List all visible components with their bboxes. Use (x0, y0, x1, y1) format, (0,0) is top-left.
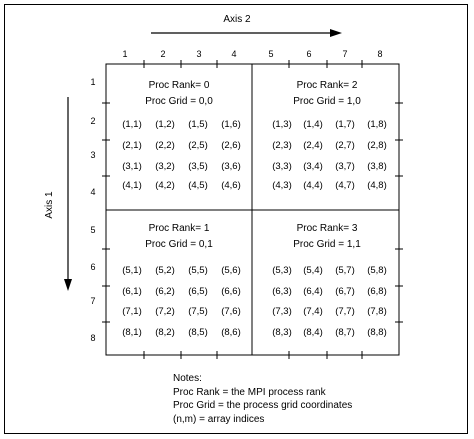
row-tick-label: 3 (90, 150, 96, 160)
row-tick-label: 1 (90, 77, 96, 87)
notes-block (173, 372, 352, 426)
notes-line-proc-rank: Proc Rank = the MPI process rank (173, 386, 326, 398)
array-index-cell: (3,3) (272, 161, 292, 172)
array-index-cell: (3,4) (303, 161, 323, 172)
array-index-cell: (4,7) (335, 180, 355, 191)
array-index-cell: (5,7) (335, 265, 355, 276)
array-index-cell: (3,6) (221, 161, 241, 172)
array-index-cell: (4,5) (188, 180, 208, 191)
row-tick-label: 8 (90, 333, 96, 343)
array-index-cell: (2,5) (188, 140, 208, 151)
array-index-cell: (6,6) (221, 286, 241, 297)
array-index-cell: (8,5) (188, 327, 208, 338)
array-index-cell: (6,2) (155, 286, 175, 297)
quadrant-rank-1-grid-label: Proc Grid = 0,1 (145, 239, 213, 250)
array-index-cell: (5,1) (122, 265, 142, 276)
notes-title: Notes: (173, 373, 202, 384)
row-tick-label: 7 (90, 296, 96, 306)
array-index-cell: (3,1) (122, 161, 142, 172)
column-tick-label: 8 (377, 49, 383, 59)
array-index-cell: (5,3) (272, 265, 292, 276)
array-index-cell: (2,6) (221, 140, 241, 151)
array-index-cell: (1,3) (272, 119, 292, 130)
axis2-label: Axis 2 (223, 14, 251, 25)
array-index-cell: (7,3) (272, 306, 292, 317)
quadrant-rank-0-grid-label: Proc Grid = 0,0 (145, 96, 213, 107)
notes-line-proc-grid: Proc Grid = the process grid coordinates (173, 400, 353, 411)
array-index-cell: (6,5) (188, 286, 208, 297)
array-index-cell: (2,4) (303, 140, 323, 151)
array-index-cell: (4,8) (367, 180, 387, 191)
array-index-cell: (8,2) (155, 327, 175, 338)
array-index-cell: (1,4) (303, 119, 323, 130)
array-index-cell: (4,4) (303, 180, 323, 191)
array-index-cell: (1,5) (188, 119, 208, 130)
array-index-cell: (6,7) (335, 286, 355, 297)
axis1-arrow-head (64, 279, 72, 291)
array-index-cell: (7,2) (155, 306, 175, 317)
array-index-cell: (4,3) (272, 180, 292, 191)
array-index-cell: (2,1) (122, 140, 142, 151)
array-index-cell: (6,8) (367, 286, 387, 297)
row-tick-label: 6 (90, 262, 96, 272)
array-index-cell: (8,3) (272, 327, 292, 338)
array-index-cell: (8,6) (221, 327, 241, 338)
row-tick-label: 4 (90, 187, 96, 197)
column-tick-label: 1 (122, 49, 128, 59)
row-tick-label: 2 (90, 116, 96, 126)
row-tick-label: 5 (90, 225, 96, 235)
array-index-cell: (7,7) (335, 306, 355, 317)
array-index-cell: (1,2) (155, 119, 175, 130)
array-index-cell: (3,8) (367, 161, 387, 172)
array-index-cell: (6,1) (122, 286, 142, 297)
column-tick-label: 3 (196, 49, 202, 59)
array-index-cell: (2,2) (155, 140, 175, 151)
array-index-cell: (4,2) (155, 180, 175, 191)
quadrant-rank-3-rank-label: Proc Rank= 3 (296, 223, 358, 234)
quadrant-rank-2-rank-label: Proc Rank= 2 (296, 80, 358, 91)
axis1-label: Axis 1 (44, 191, 55, 219)
quadrant-rank-2-grid-label: Proc Grid = 1,0 (293, 96, 361, 107)
array-index-cell: (2,8) (367, 140, 387, 151)
array-index-cell: (5,6) (221, 265, 241, 276)
quadrant-rank-0-rank-label: Proc Rank= 0 (148, 80, 210, 91)
column-tick-label: 2 (160, 49, 166, 59)
array-index-cell: (5,5) (188, 265, 208, 276)
array-index-cell: (8,8) (367, 327, 387, 338)
array-index-cell: (3,2) (155, 161, 175, 172)
array-index-cell: (7,5) (188, 306, 208, 317)
array-index-cell: (3,7) (335, 161, 355, 172)
array-index-cell: (6,3) (272, 286, 292, 297)
axis2-arrow-head (330, 29, 342, 37)
array-index-cell: (8,7) (335, 327, 355, 338)
notes-line-array-indices: (n,m) = array indices (173, 413, 265, 425)
quadrant-rank-1-rank-label: Proc Rank= 1 (148, 223, 210, 234)
array-index-cell: (2,3) (272, 140, 292, 151)
array-index-cell: (4,1) (122, 180, 142, 191)
array-index-cell: (5,8) (367, 265, 387, 276)
array-index-cell: (4,6) (221, 180, 241, 191)
array-index-cell: (5,2) (155, 265, 175, 276)
column-tick-label: 6 (306, 49, 312, 59)
array-index-cell: (7,4) (303, 306, 323, 317)
array-index-cell: (5,4) (303, 265, 323, 276)
array-index-cell: (7,1) (122, 306, 142, 317)
array-index-cell: (6,4) (303, 286, 323, 297)
array-index-cell: (2,7) (335, 140, 355, 151)
column-tick-label: 5 (268, 49, 274, 59)
column-tick-label: 7 (342, 49, 348, 59)
array-index-cell: (1,7) (335, 119, 355, 130)
array-index-cell: (1,8) (367, 119, 387, 130)
array-index-cell: (1,6) (221, 119, 241, 130)
column-tick-label: 4 (231, 49, 237, 59)
array-index-cell: (1,1) (122, 119, 142, 130)
array-index-cell: (8,1) (122, 327, 142, 338)
array-index-cell: (7,6) (221, 306, 241, 317)
array-index-cell: (7,8) (367, 306, 387, 317)
quadrant-rank-3-grid-label: Proc Grid = 1,1 (293, 239, 361, 250)
array-index-cell: (3,5) (188, 161, 208, 172)
array-index-cell: (8,4) (303, 327, 323, 338)
